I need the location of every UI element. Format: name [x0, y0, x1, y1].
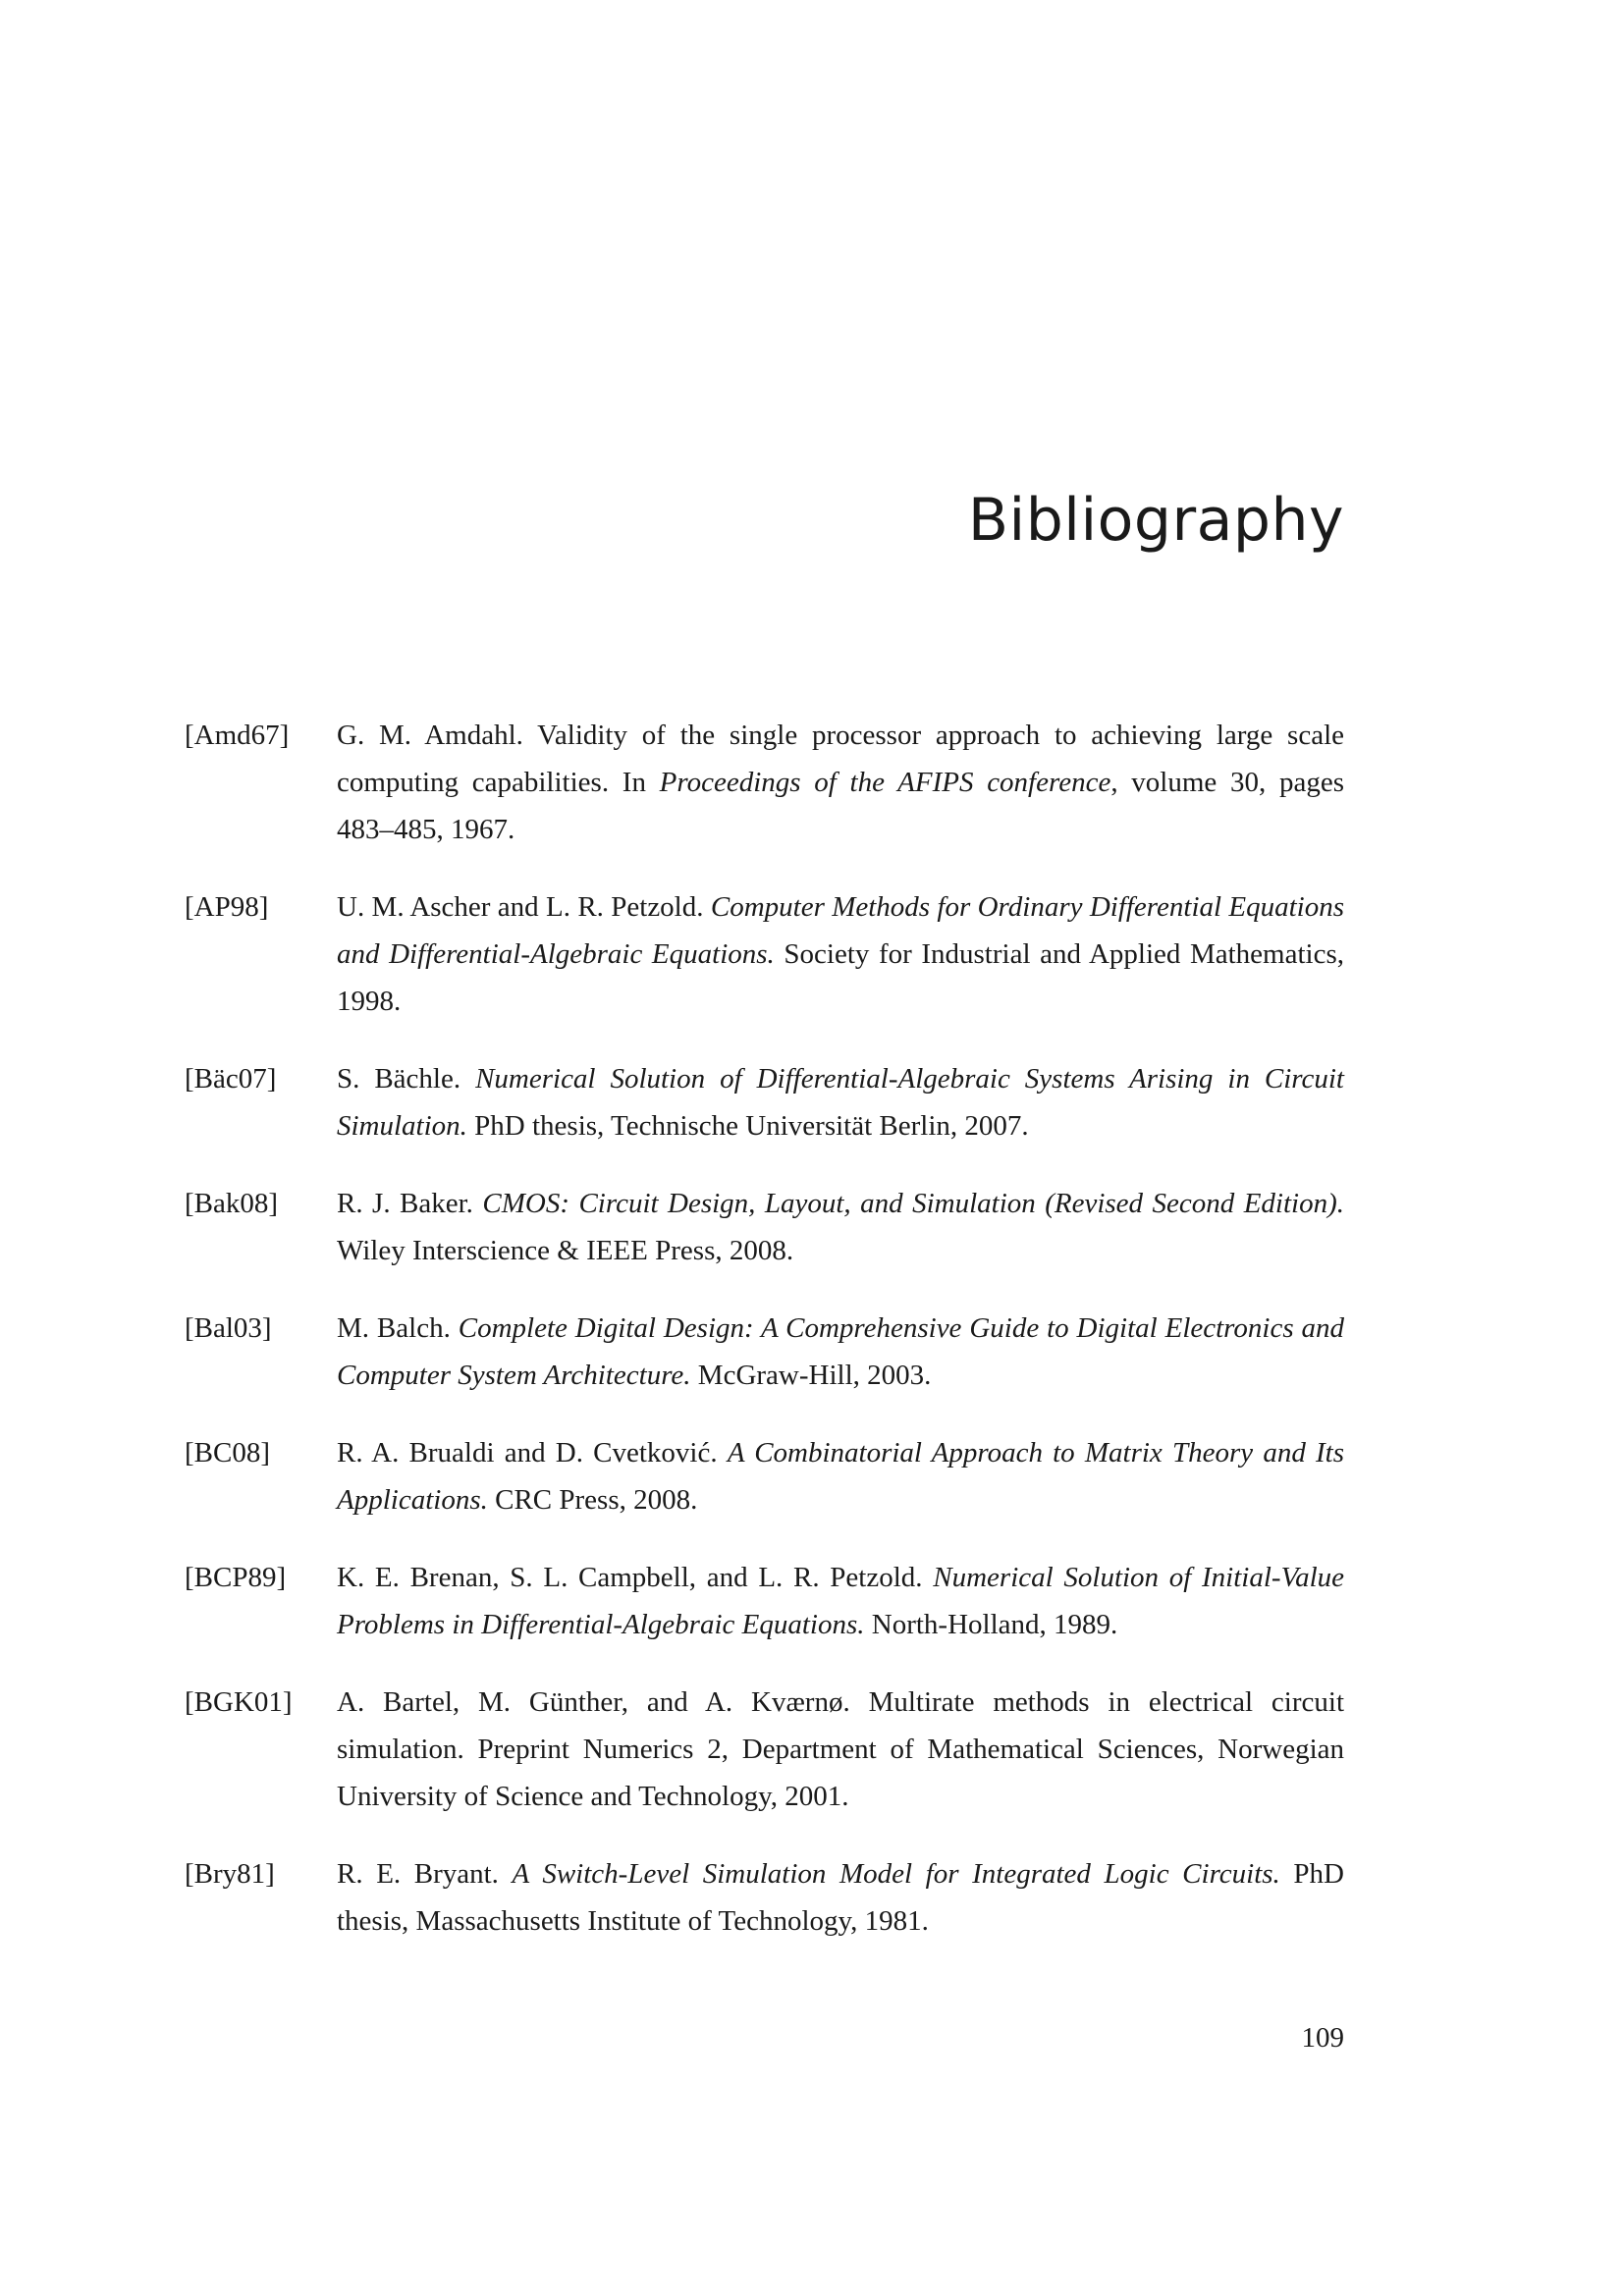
bib-post: McGraw-Hill, 2003. [697, 1360, 932, 1391]
bib-post: PhD thesis, Massachusetts Institute of Technology, 1981. [337, 1858, 1344, 1937]
bib-italic: Computer Methods for Ordinary Differential Equations and Differential-Algebraic Equations. [337, 891, 1345, 970]
bib-pre: Validity of the single processor approach to achieving large scale computing capabilities. In [337, 720, 1344, 798]
bib-post: Society for Industrial and Applied Mathematics, 1998. [337, 938, 1344, 1017]
bib-post: , volume 30, pages 483–485, 1967. [337, 767, 1344, 845]
bib-key: [AP98] [185, 891, 269, 923]
bib-text [337, 1850, 1344, 1945]
bib-entry [185, 1305, 1344, 1399]
bib-key: [BC08] [185, 1437, 270, 1468]
bib-italic: Numerical Solution of Differential-Algebraic Systems Arising in Circuit Simulation. [337, 1063, 1344, 1142]
bib-entry [185, 1055, 1344, 1149]
bib-entry [185, 1429, 1344, 1523]
bib-authors: G. M. Amdahl. [337, 720, 523, 751]
bib-key: [BCP89] [185, 1562, 287, 1593]
bib-authors: K. E. Brenan, S. L. Campbell, and L. R. Petzold. [337, 1562, 923, 1593]
bib-key: [Bak08] [185, 1188, 279, 1219]
bib-italic: A Combinatorial Approach to Matrix Theory and Its Applications. [337, 1437, 1345, 1516]
bib-entry [185, 1850, 1344, 1945]
bib-italic: Proceedings of the AFIPS conference [659, 767, 1111, 798]
bib-entry [185, 883, 1344, 1025]
bib-key: [Bry81] [185, 1858, 275, 1890]
bib-key: [BGK01] [185, 1686, 293, 1718]
bib-key: [Bäc07] [185, 1063, 277, 1095]
bib-text [337, 1180, 1344, 1274]
bib-post: PhD thesis, Technische Universität Berlin, 2007. [474, 1110, 1029, 1142]
chapter-title: Bibliography [967, 486, 1344, 555]
bib-entry [185, 1180, 1344, 1274]
bib-text [337, 883, 1344, 1025]
bib-authors: R. A. Brualdi and D. Cvetković. [337, 1437, 718, 1468]
bib-italic: Complete Digital Design: A Comprehensive Guide to Digital Electronics and Computer System Architecture. [337, 1312, 1345, 1391]
bib-key: [Amd67] [185, 720, 290, 751]
bib-italic: Numerical Solution of Initial-Value Problems in Differential-Algebraic Equations. [337, 1562, 1344, 1640]
bib-authors: R. E. Bryant. [337, 1858, 499, 1890]
bib-key: [Bal03] [185, 1312, 272, 1344]
bib-text [337, 712, 1344, 853]
bib-authors: U. M. Ascher and L. R. Petzold. [337, 891, 704, 923]
page-number: 109 [1301, 2022, 1344, 2054]
bib-authors: R. J. Baker. [337, 1188, 473, 1219]
bib-entry [185, 1679, 1344, 1820]
bib-italic: A Switch-Level Simulation Model for Integrated Logic Circuits. [512, 1858, 1280, 1890]
bib-text [337, 1679, 1344, 1820]
bib-entry [185, 712, 1344, 853]
bib-text [337, 1554, 1344, 1648]
bib-text [337, 1429, 1344, 1523]
bib-authors: M. Balch. [337, 1312, 451, 1344]
bib-post: North-Holland, 1989. [871, 1609, 1118, 1640]
bib-post: CRC Press, 2008. [495, 1484, 698, 1516]
bib-text [337, 1055, 1344, 1149]
bib-entry [185, 1554, 1344, 1648]
bib-authors: S. Bächle. [337, 1063, 461, 1095]
bib-authors: A. Bartel, M. Günther, and A. Kværnø. [337, 1686, 850, 1718]
bibliography-list [185, 712, 1344, 1975]
bib-text [337, 1305, 1344, 1399]
bib-post: Wiley Interscience & IEEE Press, 2008. [337, 1235, 794, 1266]
bib-italic: CMOS: Circuit Design, Layout, and Simulation (Revised Second Edition). [482, 1188, 1345, 1219]
bib-pre: Multirate methods in electrical circuit simulation. Preprint Numerics 2, Department of Mathematical Sciences, Norwegian University of Science and Technology, 2001. [337, 1686, 1345, 1812]
